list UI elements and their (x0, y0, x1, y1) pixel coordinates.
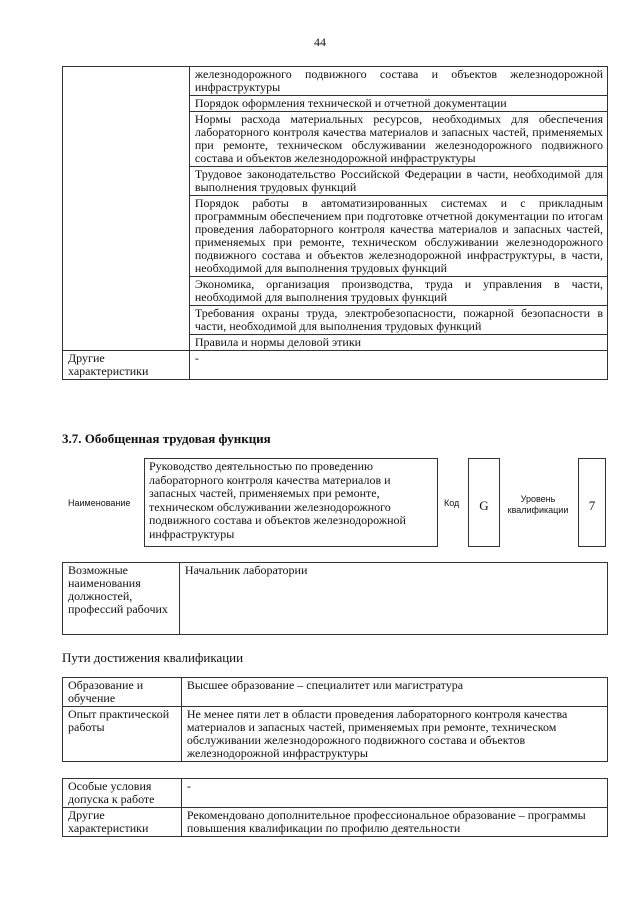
other-characteristics-label: Другие характеристики (63, 351, 190, 380)
other-value: Рекомендовано дополнительное профессиональное образование – программы повышения квалификации по профилю деятельности (181, 808, 607, 837)
table-cell: Правила и нормы деловой этики (189, 335, 607, 351)
experience-value: Не менее пяти лет в области проведения лабораторного контроля качества материалов и запасных частей, применяемых при ремонте, техническом обслуживании железнодорожного подвижного состава и объектов железнодорожной инфраструктуры (181, 707, 607, 762)
education-value: Высшее образование – специалитет или магистратура (181, 678, 607, 707)
table-row (63, 707, 608, 762)
level-label: Уровень квалификации (507, 494, 569, 515)
table-row (63, 678, 608, 707)
education-label: Образование и обучение (63, 678, 182, 707)
table-cell: Требования охраны труда, электробезопасности, пожарной безопасности в части, необходимой для выполнения трудовых функций (189, 306, 607, 335)
level-box (578, 458, 606, 547)
table-row (63, 351, 608, 380)
table-cell: Нормы расхода материальных ресурсов, необходимых для обеспечения лабораторного контроля качества материалов и запасных частей, применяемых при ремонте, техническом обслуживании железнодорожного подвижного состава и объектов железнодорожной инфраструктуры (189, 112, 607, 167)
education-table (62, 677, 608, 762)
table-row (63, 808, 608, 837)
conditions-table (62, 778, 608, 837)
other-characteristics-value: - (189, 351, 607, 380)
section-title: 3.7. Обобщенная трудовая функция (62, 431, 271, 446)
table-cell: Порядок работы в автоматизированных системах и с прикладным программным обеспечением при подготовке отчетной документации по итогам проведения лабораторного контроля качества материалов и запасных частей, применяемых при ремонте, техническом обслуживании железнодорожного подвижного состава и объектов железнодорожной инфраструктуры, в части, необходимой для выполнения трудовых функций (189, 196, 607, 277)
table-label-cell (63, 67, 190, 351)
other-label: Другие характеристики (63, 808, 182, 837)
code-label: Код (444, 498, 460, 508)
paths-title: Пути достижения квалификации (62, 650, 244, 665)
name-label: Наименование (68, 498, 131, 508)
code-box (468, 458, 500, 547)
table-cell: Трудовое законодательство Российской Федерации в части, необходимой для выполнения трудовых функций (189, 167, 607, 196)
code-value: G (479, 498, 489, 513)
name-value: Руководство деятельностью по проведению лабораторного контроля качества материалов и запасных частей, применяемых при ремонте, техническом обслуживании железнодорожного подвижного состава и объектов железнодорожной инфраструктуры (149, 459, 406, 541)
experience-label: Опыт практической работы (63, 707, 182, 762)
table-row (63, 563, 608, 635)
knowledge-table (62, 66, 608, 380)
name-value-box (144, 458, 438, 547)
table-cell: железнодорожного подвижного состава и объектов железнодорожной инфраструктуры (189, 67, 607, 96)
positions-value: Начальник лаборатории (179, 563, 607, 635)
table-cell: Экономика, организация производства, труда и управления в части, необходимой для выполнения трудовых функций (189, 277, 607, 306)
admission-label: Особые условия допуска к работе (63, 779, 182, 808)
positions-table (62, 562, 608, 635)
table-cell: Порядок оформления технической и отчетной документации (189, 96, 607, 112)
page-number: 44 (314, 35, 326, 49)
admission-value: - (181, 779, 607, 808)
table-row (63, 779, 608, 808)
positions-label: Возможные наименования должностей, профессий рабочих (63, 563, 180, 635)
level-value: 7 (588, 498, 596, 513)
table-row (63, 67, 608, 96)
